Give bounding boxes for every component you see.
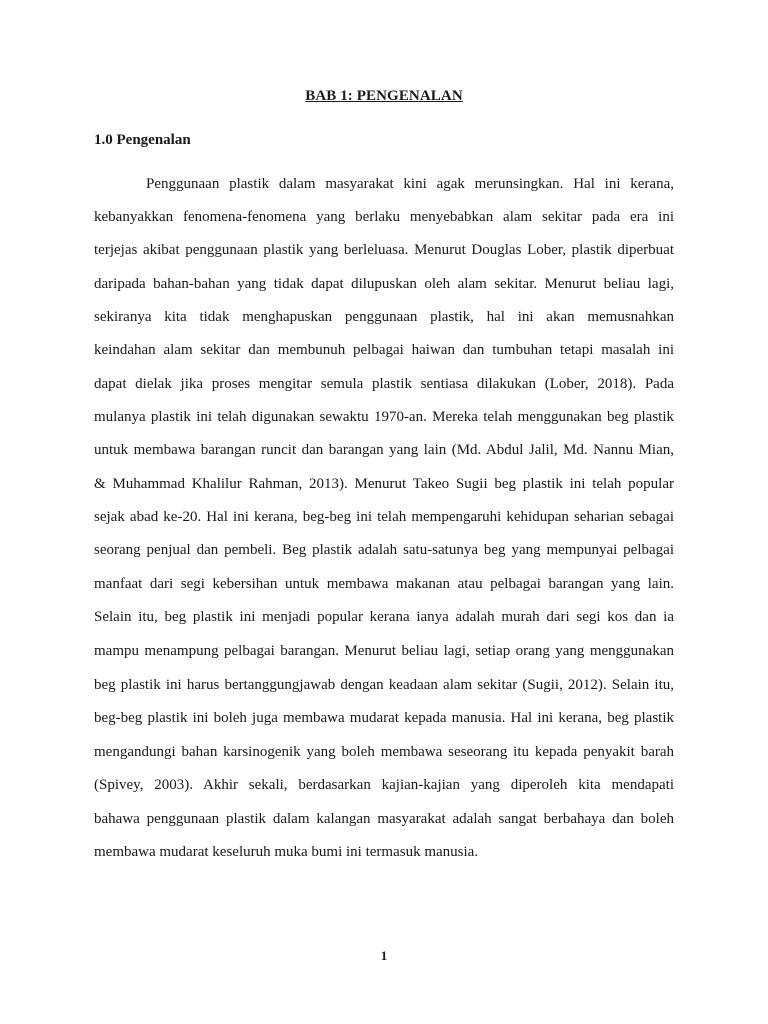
paragraph-line: (Spivey, 2003). Akhir sekali, berdasarkan kajian-kajian yang diperoleh kita mendapati (94, 777, 674, 793)
paragraph-line: keindahan alam sekitar dan membunuh pelbagai haiwan dan tumbuhan tetapi masalah ini (94, 342, 674, 358)
paragraph-line: & Muhammad Khalilur Rahman, 2013). Menurut Takeo Sugii beg plastik ini telah popular (94, 476, 674, 492)
paragraph-line: membawa mudarat keseluruh muka bumi ini termasuk manusia. (94, 844, 479, 860)
paragraph-line: mengandungi bahan karsinogenik yang boleh membawa seseorang itu kepada penyakit barah (94, 744, 674, 760)
paragraph-line: bahawa penggunaan plastik dalam kalangan masyarakat adalah sangat berbahaya dan boleh (94, 811, 674, 827)
paragraph-line: manfaat dari segi kebersihan untuk membawa makanan atau pelbagai barangan yang lain. (94, 576, 674, 592)
paragraph-line: mampu menampung pelbagai barangan. Menurut beliau lagi, setiap orang yang menggunakan (94, 643, 674, 659)
paragraph-line: mulanya plastik ini telah digunakan sewaktu 1970-an. Mereka telah menggunakan beg plastik (94, 409, 674, 425)
paragraph-line: sejak abad ke-20. Hal ini kerana, beg-beg ini telah mempengaruhi kehidupan seharian sebagai (94, 509, 674, 525)
paragraph-line: untuk membawa barangan runcit dan barangan yang lain (Md. Abdul Jalil, Md. Nannu Mian, (94, 442, 674, 458)
paragraph-line: sekiranya kita tidak menghapuskan penggunaan plastik, hal ini akan memusnahkan (94, 309, 674, 325)
page-number: 1 (380, 948, 388, 963)
paragraph-line: dapat dielak jika proses mengitar semula plastik sentiasa dilakukan (Lober, 2018). Pada (94, 376, 674, 392)
paragraph-line: Penggunaan plastik dalam masyarakat kini agak merunsingkan. Hal ini kerana, (146, 176, 674, 192)
paragraph-line: Selain itu, beg plastik ini menjadi popular kerana ianya adalah murah dari segi kos dan ia (94, 609, 674, 625)
chapter-title: BAB 1: PENGENALAN (305, 88, 463, 104)
paragraph-line: daripada bahan-bahan yang tidak dapat dilupuskan oleh alam sekitar. Menurut beliau lagi, (94, 276, 674, 292)
paragraph-line: kebanyakkan fenomena-fenomena yang berlaku menyebabkan alam sekitar pada era ini (94, 209, 674, 225)
paragraph-line: terjejas akibat penggunaan plastik yang berleluasa. Menurut Douglas Lober, plastik diperbuat (94, 242, 674, 258)
paragraph-line: seorang penjual dan pembeli. Beg plastik adalah satu-satunya beg yang mempunyai pelbagai (94, 542, 674, 558)
paragraph-line: beg plastik ini harus bertanggungjawab dengan keadaan alam sekitar (Sugii, 2012). Selain itu, (94, 677, 674, 693)
section-heading: 1.0 Pengenalan (94, 132, 191, 148)
paragraph-line: beg-beg plastik ini boleh juga membawa mudarat kepada manusia. Hal ini kerana, beg plastik (94, 710, 674, 726)
